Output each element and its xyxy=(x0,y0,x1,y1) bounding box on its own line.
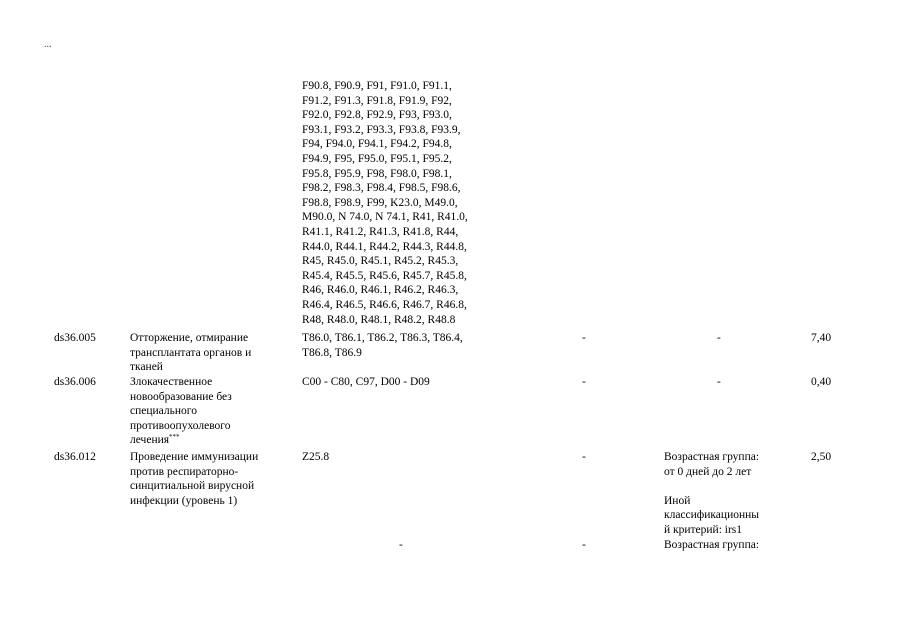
code-line: C00 - C80, C97, D00 - D09 xyxy=(302,376,430,388)
criterion-line: классификационны xyxy=(664,509,760,522)
code-line: F91.2, F91.3, F91.8, F91.9, F92, xyxy=(302,94,452,107)
code-line: Z25.8 xyxy=(302,451,330,463)
name-line: Отторжение, отмирание xyxy=(130,332,249,344)
code-line: M90.0, N 74.0, N 74.1, R41, R41.0, xyxy=(302,211,468,224)
code-line: F94.9, F95, F95.0, F95.1, F95.2, xyxy=(302,152,452,165)
name-line: тканей xyxy=(130,361,163,374)
code-line: F98.2, F98.3, F98.4, F98.5, F98.6, xyxy=(302,182,461,195)
code-line: F94, F94.0, F94.1, F94.2, F94.8, xyxy=(302,138,452,151)
code-line: F92.0, F92.8, F92.9, F93, F93.0, xyxy=(302,109,452,122)
code-line: F95.8, F95.9, F98, F98.0, F98.1, xyxy=(302,167,452,180)
code-line: R48, R48.0, R48.1, R48.2, R48.8 xyxy=(302,313,456,326)
table-row-col4: - xyxy=(582,376,586,388)
code-line: R41.1, R41.2, R41.3, R41.8, R44, xyxy=(302,225,459,238)
name-line: синцитиальной вирусной xyxy=(130,480,255,493)
table-row-col4: - xyxy=(582,451,586,463)
code-line: T86.8, T86.9 xyxy=(302,346,362,359)
table-row-col4: - xyxy=(582,332,586,344)
table-row-col5: Возрастная группа: xyxy=(664,539,760,551)
code-line: F93.1, F93.2, F93.3, F93.8, F93.9, xyxy=(302,123,461,136)
table-row-diagnosis-codes xyxy=(302,331,463,360)
code-line: R46, R46.0, R46.1, R46.2, R46.3, xyxy=(302,284,459,297)
criterion-line: Возрастная группа: xyxy=(664,451,760,463)
table-row-name xyxy=(130,375,232,448)
criterion-line: от 0 дней до 2 лет xyxy=(664,465,752,478)
table-row-coefficient: 0,40 xyxy=(811,376,832,388)
code-line: T86.0, T86.1, T86.2, T86.3, T86.4, xyxy=(302,332,463,344)
table-row-name xyxy=(130,331,251,375)
name-line: противоопухолевого xyxy=(130,419,231,432)
table-row-code: ds36.006 xyxy=(54,376,96,388)
table-row-name xyxy=(130,450,258,508)
criterion-line: й критерий: irs1 xyxy=(664,523,743,536)
footnote-marker: *** xyxy=(169,433,180,442)
table-row-code: ds36.012 xyxy=(54,451,96,463)
code-line: R45.4, R45.5, R45.6, R45.7, R45.8, xyxy=(302,269,467,282)
table-row-diagnosis-codes xyxy=(302,450,329,465)
spacer xyxy=(664,479,759,494)
name-line-text: лечения xyxy=(130,434,170,447)
table-row-diagnosis-dash: - xyxy=(399,539,403,551)
table-row-coefficient: 7,40 xyxy=(811,332,832,344)
name-line: Проведение иммунизации xyxy=(130,451,259,463)
code-line: R44.0, R44.1, R44.2, R44.3, R44.8, xyxy=(302,240,467,253)
code-line: R45, R45.0, R45.1, R45.2, R45.3, xyxy=(302,255,459,268)
name-line: Злокачественное xyxy=(130,376,213,388)
table-row-coefficient: 2,50 xyxy=(811,451,832,463)
table-row-col4: - xyxy=(582,539,586,551)
name-line: специального xyxy=(130,405,197,418)
table-row-col5: - xyxy=(717,376,721,388)
table-row-col5: - xyxy=(717,332,721,344)
table-row-col5 xyxy=(664,450,759,538)
code-line: F90.8, F90.9, F91, F91.0, F91.1, xyxy=(302,80,452,92)
code-line: F98.8, F98.9, F99, K23.0, M49.0, xyxy=(302,196,458,209)
code-line: R46.4, R46.5, R46.6, R46.7, R46.8, xyxy=(302,298,467,311)
continued-diagnosis-codes xyxy=(302,79,468,327)
table-row-diagnosis-codes xyxy=(302,375,430,390)
name-line: новообразование без xyxy=(130,390,232,403)
criterion-line: Иной xyxy=(664,494,691,507)
name-line: инфекции (уровень 1) xyxy=(130,494,238,507)
name-line xyxy=(130,433,232,448)
name-line: против респираторно- xyxy=(130,465,239,478)
table-row-code: ds36.005 xyxy=(54,332,96,344)
name-line: трансплантата органов и xyxy=(130,346,252,359)
page-header-mark: ... xyxy=(44,39,52,50)
